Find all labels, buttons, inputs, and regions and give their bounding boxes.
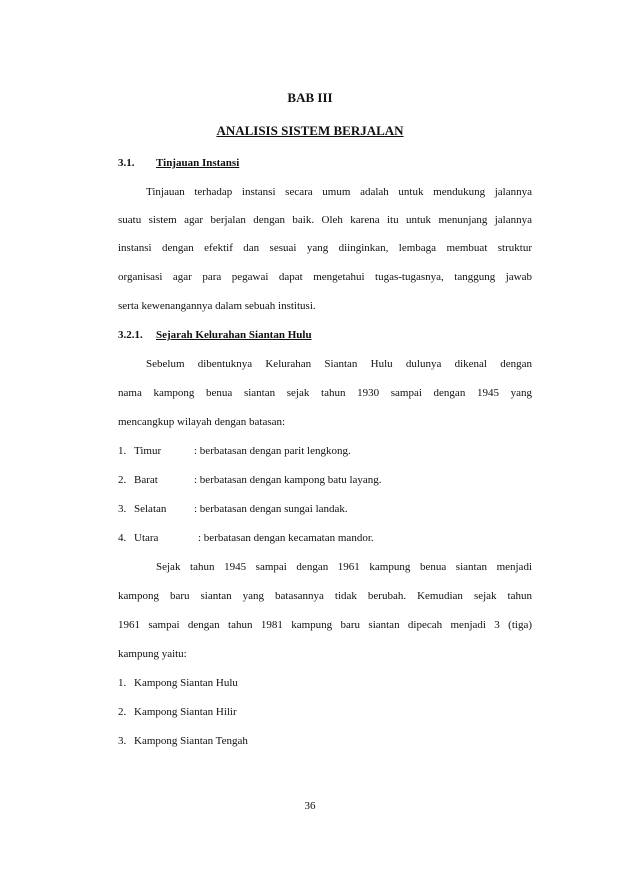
paragraph-line: nama kampong benua siantan sejak tahun 1930 sampai dengan 1945 yang: [118, 387, 532, 399]
boundary-description: : berbatasan dengan kecamatan mandor.: [198, 532, 374, 544]
list-item: [118, 444, 351, 458]
paragraph-line: kampung yaitu:: [118, 648, 187, 660]
paragraph-line: instansi dengan efektif dan sesuai yang diinginkan, lembaga membuat struktur: [118, 242, 532, 254]
section-title: Tinjauan Instansi: [156, 157, 240, 169]
paragraph-line: mencangkup wilayah dengan batasan:: [118, 416, 286, 428]
village-name: Kampong Siantan Hilir: [134, 706, 237, 718]
boundary-direction: Barat: [134, 474, 158, 486]
list-number: 2.: [118, 706, 127, 718]
section-heading-sejarah: [118, 328, 312, 342]
chapter-title: ANALISIS SISTEM BERJALAN: [216, 123, 404, 138]
boundary-description: : berbatasan dengan sungai landak.: [194, 503, 348, 515]
list-number: 1.: [118, 677, 127, 689]
list-item: [118, 734, 248, 748]
list-item: [118, 531, 374, 545]
paragraph-line: organisasi agar para pegawai dapat mengetahui tugas-tugasnya, tanggung jawab: [118, 271, 532, 283]
page-number: 36: [304, 800, 316, 812]
paragraph-line: Sebelum dibentuknya Kelurahan Siantan Hulu dulunya dikenal dengan: [146, 358, 532, 370]
list-item: [118, 502, 348, 516]
village-name: Kampong Siantan Tengah: [134, 735, 248, 747]
list-item: [118, 676, 238, 690]
paragraph-line: 1961 sampai dengan tahun 1981 kampung baru siantan dipecah menjadi 3 (tiga): [118, 619, 532, 631]
paragraph-line: suatu sistem agar berjalan dengan baik. Oleh karena itu untuk menunjang jalannya: [118, 214, 532, 226]
chapter-heading: BAB III: [287, 90, 333, 105]
list-number: 3.: [118, 735, 127, 747]
village-name: Kampong Siantan Hulu: [134, 677, 238, 689]
list-number: 2.: [118, 474, 127, 486]
list-number: 4.: [118, 532, 127, 544]
section-title: Sejarah Kelurahan Siantan Hulu: [156, 329, 312, 341]
section-number: 3.1.: [118, 157, 135, 169]
boundary-direction: Selatan: [134, 503, 167, 515]
list-number: 1.: [118, 445, 127, 457]
list-item: [118, 473, 382, 487]
boundary-direction: Timur: [134, 445, 162, 457]
paragraph-line: kampong baru siantan yang batasannya tidak berubah. Kemudian sejak tahun: [118, 590, 532, 602]
boundary-description: : berbatasan dengan kampong batu layang.: [194, 474, 382, 486]
paragraph-line: Tinjauan terhadap instansi secara umum adalah untuk mendukung jalannya: [146, 186, 532, 198]
section-number: 3.2.1.: [118, 329, 143, 341]
boundary-direction: Utara: [134, 532, 159, 544]
boundary-description: : berbatasan dengan parit lengkong.: [194, 445, 351, 457]
list-item: [118, 705, 237, 719]
list-number: 3.: [118, 503, 127, 515]
paragraph-line: serta kewenangannya dalam sebuah institusi.: [118, 300, 316, 312]
section-heading-tinjauan: [118, 156, 239, 170]
paragraph-line: Sejak tahun 1945 sampai dengan 1961 kampung benua siantan menjadi: [156, 561, 532, 573]
